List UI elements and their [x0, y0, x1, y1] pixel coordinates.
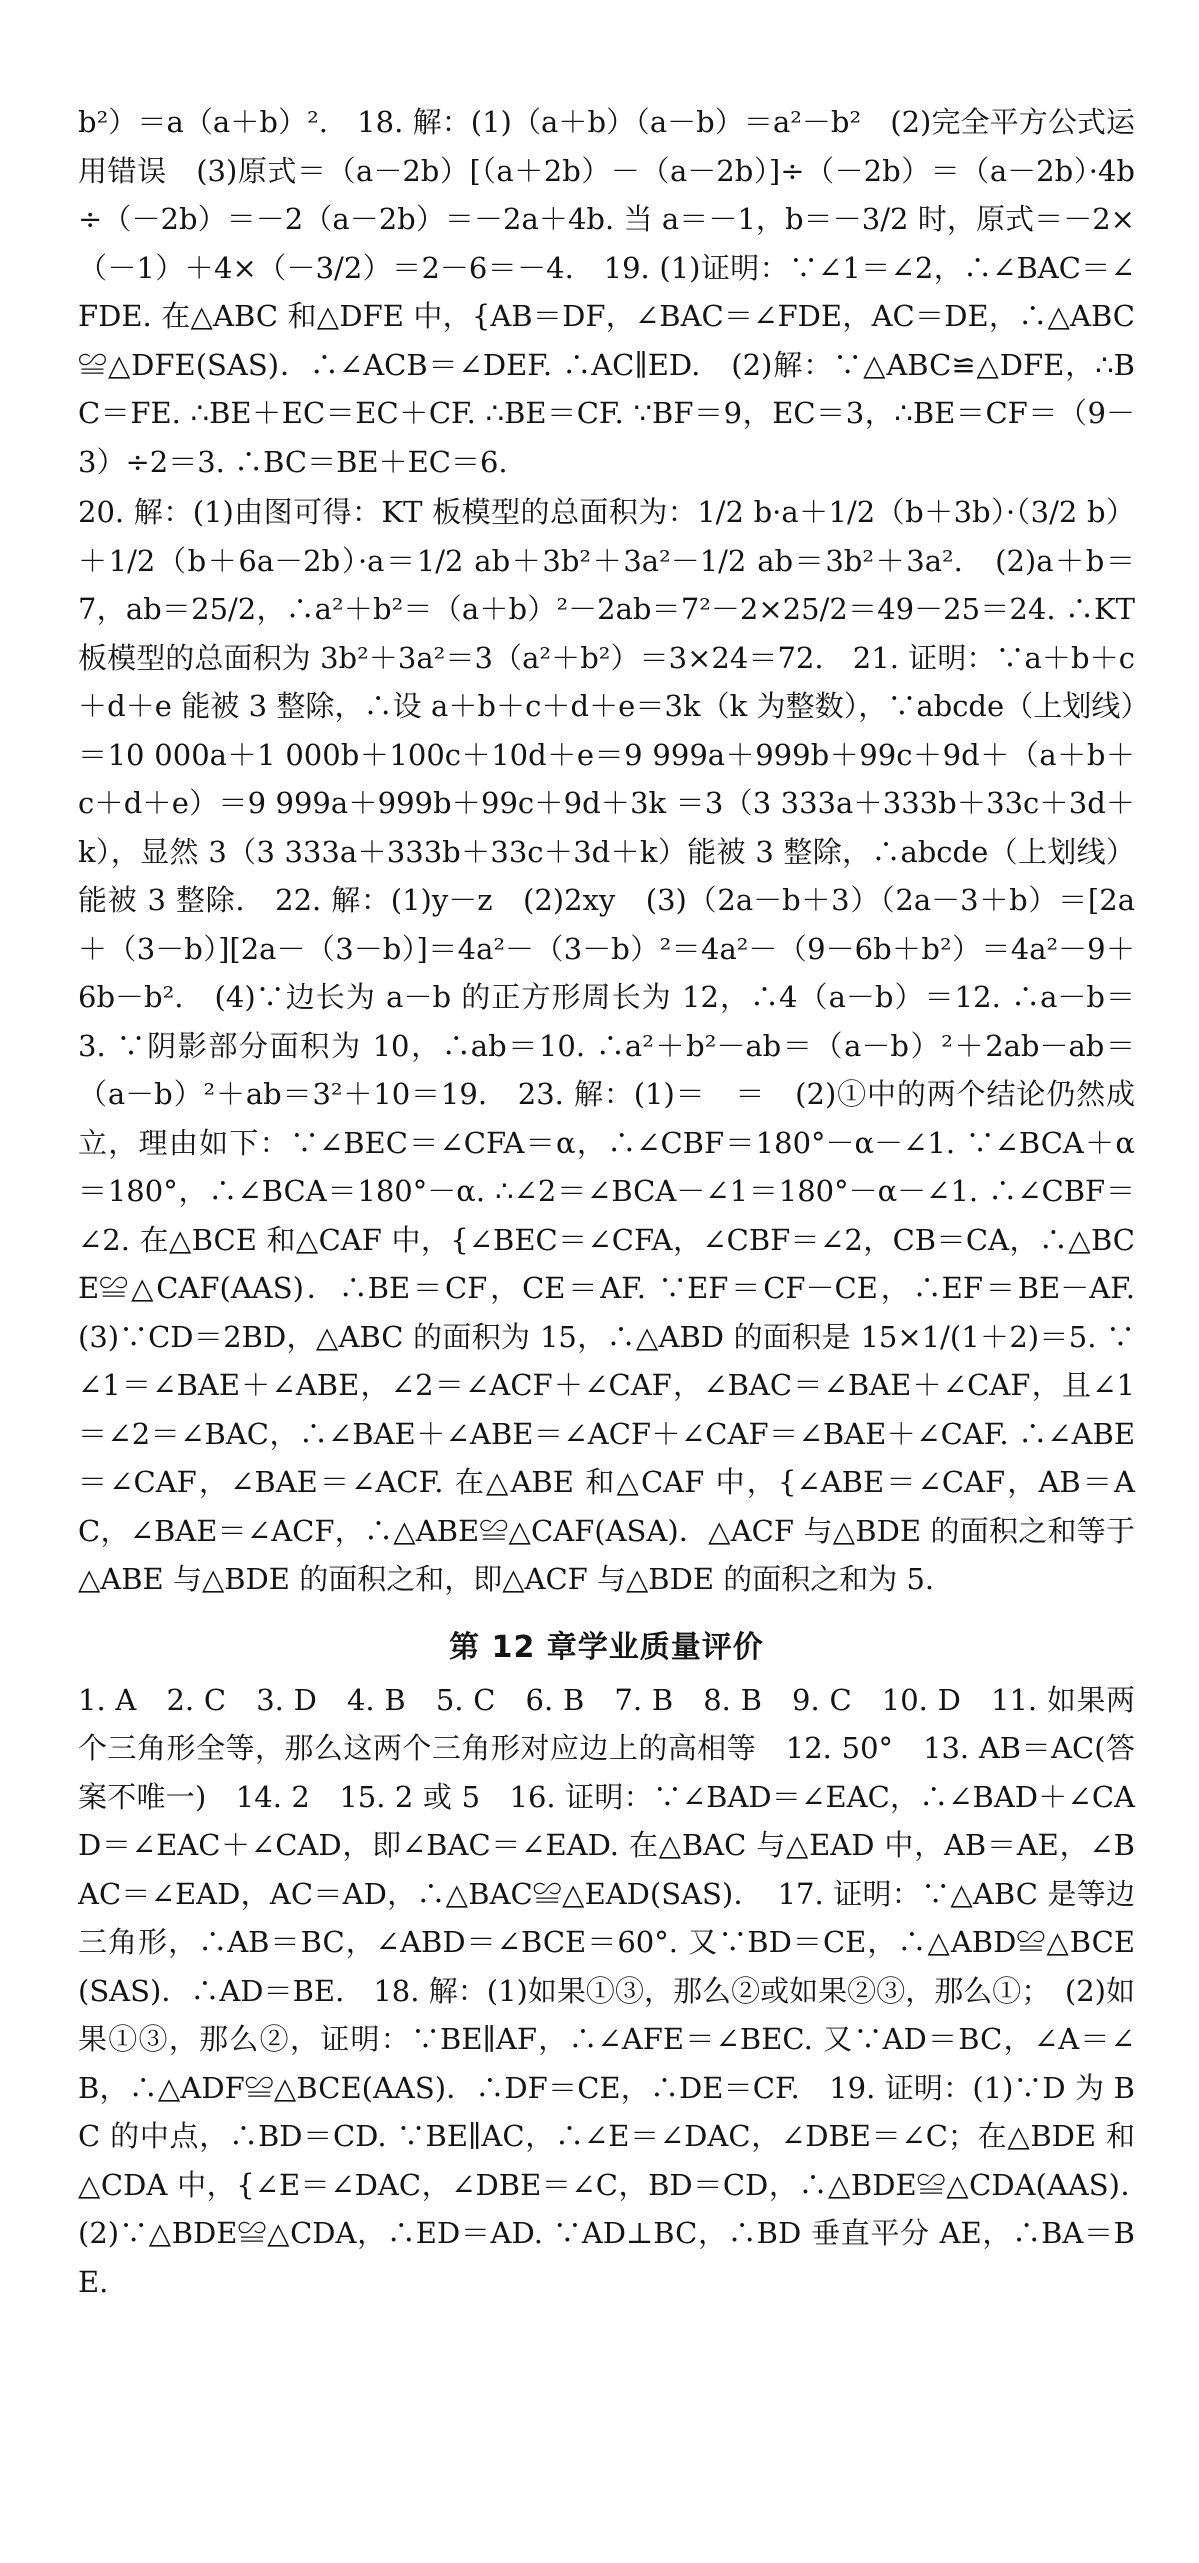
answer-paragraph: b²）＝a（a＋b）². 18. 解：(1)（a＋b）（a－b）＝a²－b² (2)完全平方公式运用错误 (3)原式＝（a－2b）[（a＋2b）－（a－2b）]÷（－2b）＝（a－2b）·4b÷（－2b）＝－2（a－2b）＝－2a＋4b. 当 a＝－1，b＝－3/2 时，原式＝－2×（－1）＋4×（－3/2）＝2－6＝－4. 19. (1)证明：∵∠1＝∠2，∴∠BAC＝∠FDE. 在△ABC 和△DFE 中，{AB＝DF，∠BAC＝∠FDE，AC＝DE，∴△ABC≌△DFE(SAS)．∴∠ACB＝∠DEF. ∴AC∥ED. (2)解：∵△ABC≌△DFE，∴BC＝FE. ∴BE＋EC＝EC＋CF. ∴BE＝CF. ∵BF＝9，EC＝3，∴BE＝CF＝（9－3）÷2＝3. ∴BC＝BE＋EC＝6.: [78, 105, 1135, 479]
section-b: [78, 1676, 1165, 2307]
section-title: 第 12 章学业质量评价: [449, 1629, 764, 1665]
answer-paragraph: 1. A 2. C 3. D 4. B 5. C 6. B 7. B 8. B 9. C 10. D 11. 如果两个三角形全等，那么这两个三角形对应边上的高相等 12. 50° 13. AB＝AC(答案不唯一) 14. 2 15. 2 或 5 16. 证明：∵∠BAD＝∠EAC，∴∠BAD＋∠CAD＝∠EAC＋∠CAD，即∠BAC＝∠EAD. 在△BAC 与△EAD 中，AB＝AE，∠BAC＝∠EAD，AC＝AD，∴△BAC≌△EAD(SAS)． 17. 证明：∵△ABC 是等边三角形，∴AB＝BC，∠ABD＝∠BCE＝60°. 又∵BD＝CE，∴△ABD≌△BCE(SAS)．∴AD＝BE. 18. 解：(1)如果①③，那么②或如果②③，那么①； (2)如果①③，那么②，证明：∵BE∥AF，∴∠AFE＝∠BEC. 又∵AD＝BC，∠A＝∠B，∴△ADF≌△BCE(AAS)．∴DF＝CE，∴DE＝CF. 19. 证明：(1)∵D 为 BC 的中点，∴BD＝CD. ∵BE∥AC，∴∠E＝∠DAC，∠DBE＝∠C；在△BDE 和△CDA 中，{∠E＝∠DAC，∠DBE＝∠C，BD＝CD，∴△BDE≌△CDA(AAS)． (2)∵△BDE≌△CDA，∴ED＝AD. ∵AD⊥BC，∴BD 垂直平分 AE，∴BA＝BE.: [78, 1682, 1165, 2299]
answer-paragraph: 20. 解：(1)由图可得：KT 板模型的总面积为：1/2 b·a＋1/2（b＋3b）·（3/2 b）＋1/2（b＋6a－2b）·a＝1/2 ab＋3b²＋3a²－1/2 ab＝3b²＋3a². (2)a＋b＝7，ab＝25/2，∴a²＋b²＝（a＋b）²－2ab＝7²－2×25/2＝49－25＝24. ∴KT 板模型的总面积为 3b²＋3a²＝3（a²＋b²）＝3×24＝72. 21. 证明：∵a＋b＋c＋d＋e 能被 3 整除，∴设 a＋b＋c＋d＋e＝3k（k 为整数），∵abcde（上划线）＝10 000a＋1 000b＋100c＋10d＋e＝9 999a＋999b＋99c＋9d＋（a＋b＋c＋d＋e）＝9 999a＋999b＋99c＋9d＋3k ＝3（3 333a＋333b＋33c＋3d＋k），显然 3（3 333a＋333b＋33c＋3d＋k）能被 3 整除，∴abcde（上划线）能被 3 整除. 22. 解：(1)y－z (2)2xy (3)（2a－b＋3）（2a－3＋b）＝[2a＋（3－b）][2a－（3－b）]＝4a²－（3－b）²＝4a²－（9－6b＋b²）＝4a²－9＋6b－b². (4)∵边长为 a－b 的正方形周长为 12，∴4（a－b）＝12. ∴a－b＝3. ∵阴影部分面积为 10，∴ab＝10. ∴a²＋b²－ab＝（a－b）²＋2ab－ab＝（a－b）²＋ab＝3²＋10＝19. 23. 解：(1)＝ ＝ (2)①中的两个结论仍然成立，理由如下：∵∠BEC＝∠CFA＝α，∴∠CBF＝180°－α－∠1. ∵∠BCA＋α＝180°，∴∠BCA＝180°－α. ∴∠2＝∠BCA－∠1＝180°－α－∠1. ∴∠CBF＝∠2. 在△BCE 和△CAF 中，{∠BEC＝∠CFA，∠CBF＝∠2，CB＝CA，∴△BCE≌△CAF(AAS)．∴BE＝CF，CE＝AF. ∵EF＝CF－CE，∴EF＝BE－AF. (3)∵CD＝2BD，△ABC 的面积为 15，∴△ABD 的面积是 15×1/(1＋2)＝5. ∵∠1＝∠BAE＋∠ABE，∠2＝∠ACF＋∠CAF，∠BAC＝∠BAE＋∠CAF，且∠1＝∠2＝∠BAC，∴∠BAE＋∠ABE＝∠ACF＋∠CAF＝∠BAE＋∠CAF. ∴∠ABE＝∠CAF，∠BAE＝∠ACF. 在△ABE 和△CAF 中，{∠ABE＝∠CAF，AB＝AC，∠BAE＝∠ACF，∴△ABE≌△CAF(ASA)．△ACF 与△BDE 的面积之和等于△ABE 与△BDE 的面积之和，即△ACF 与△BDE 的面积之和为 5.: [78, 495, 1165, 1596]
section-a: [78, 98, 1165, 1604]
